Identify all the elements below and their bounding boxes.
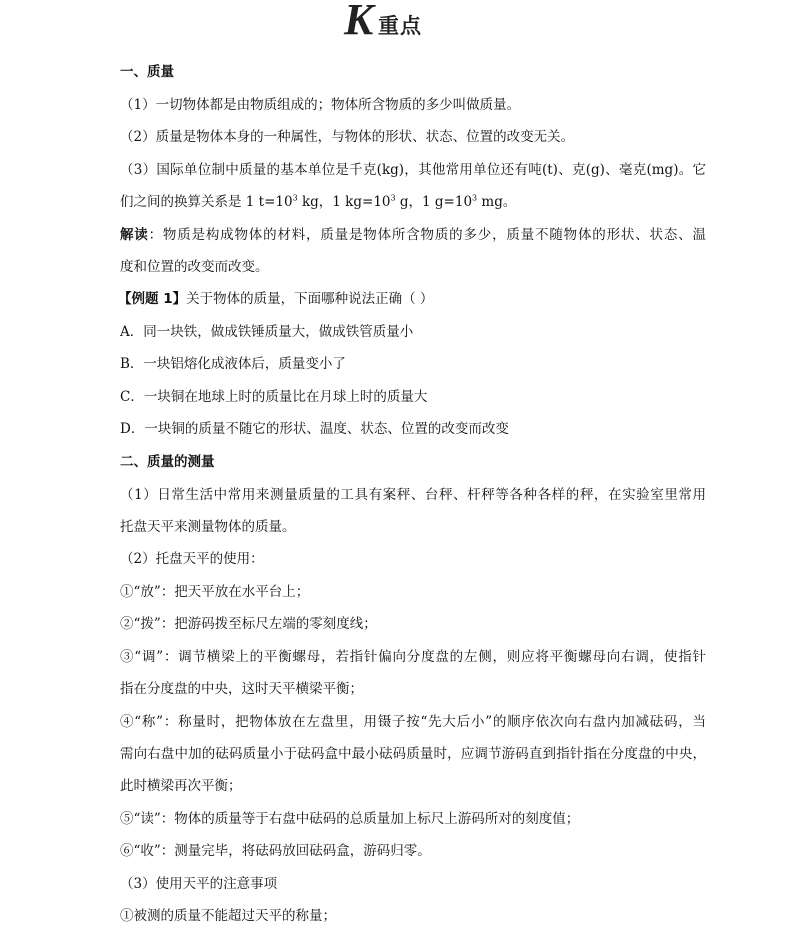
option-b: B．一块铝熔化成液体后，质量变小了 [120,356,346,372]
option-a: A．同一块铁，做成铁锤质量大，做成铁管质量小 [120,324,414,340]
option-c: C．一块铜在地球上时的质量比在月球上时的质量大 [120,389,428,405]
interpretation-note [120,226,706,244]
unit-conversion-line [120,193,516,211]
paragraph: （1）日常生活中常用来测量质量的工具有案秤、台秤、杆秤等各种各样的秤，在实验室里常用 [120,487,706,503]
text-fragment: 们之间的换算关系是 1 t=10 [120,194,293,210]
text-fragment: g，1 g=10 [395,194,473,210]
page-title: 重点 [378,14,422,38]
step-item-cont: 此时横梁再次平衡； [120,778,242,794]
section-heading-measurement: 二、质量的测量 [120,454,215,470]
paragraph: （2）托盘天平的使用： [120,551,264,567]
step-item: ③“调”：调节横梁上的平衡螺母，若指针偏向分度盘的左侧，则应将平衡螺母向右调，使指针 [120,649,706,665]
text-fragment: mg。 [477,194,517,210]
note-item: ①被测的质量不能超过天平的称量； [120,908,336,924]
exponent: 3 [390,193,396,203]
exponent: 3 [472,193,478,203]
paragraph: 托盘天平来测量物体的质量。 [120,519,296,535]
note-text: ：物质是构成物体的材料，质量是物体所含物质的多少，质量不随物体的形状、状态、温 [148,227,706,243]
step-item: ①“放”：把天平放在水平台上； [120,584,310,600]
step-item-cont: 指在分度盘的中央，这时天平横梁平衡； [120,681,363,697]
option-d: D．一块铜的质量不随它的形状、温度、状态、位置的改变而改变 [120,421,509,437]
step-item: ④“称”：称量时，把物体放在左盘里，用镊子按“先大后小”的顺序依次向右盘内加减砝码，当 [120,714,706,730]
step-item: ⑥“收”：测量完毕，将砝码放回砝码盒，游码归零。 [120,843,431,859]
paragraph: （3）国际单位制中质量的基本单位是千克(kg)，其他常用单位还有吨(t)、克(g)、毫克(mg)。它 [120,162,706,178]
step-item-cont: 需向右盘中加的砝码质量小于砝码盒中最小砝码质量时，应调节游码直到指针指在分度盘的中央， [120,746,706,762]
paragraph: 度和位置的改变而改变。 [120,259,269,275]
step-item: ⑤“读”：物体的质量等于右盘中砝码的总质量加上标尺上游码所对的刻度值； [120,811,580,827]
example-label: 【例题 1】 [118,291,187,307]
paragraph: （2）质量是物体本身的一种属性，与物体的形状、状态、位置的改变无关。 [120,129,575,145]
step-item: ②“拨”：把游码拨至标尺左端的零刻度线； [120,616,377,632]
question-text: 关于物体的质量，下面哪种说法正确（ ） [186,291,434,307]
k-logo-letter: K [344,0,374,44]
example-question [118,290,433,308]
section-heading-mass: 一、质量 [120,64,174,80]
text-fragment: kg，1 kg=10 [297,194,391,210]
note-label: 解读 [120,227,149,243]
paragraph: （1）一切物体都是由物质组成的；物体所含物质的多少叫做质量。 [120,97,521,113]
exponent: 3 [292,193,298,203]
paragraph: （3）使用天平的注意事项 [120,876,278,892]
page-header [0,0,794,48]
